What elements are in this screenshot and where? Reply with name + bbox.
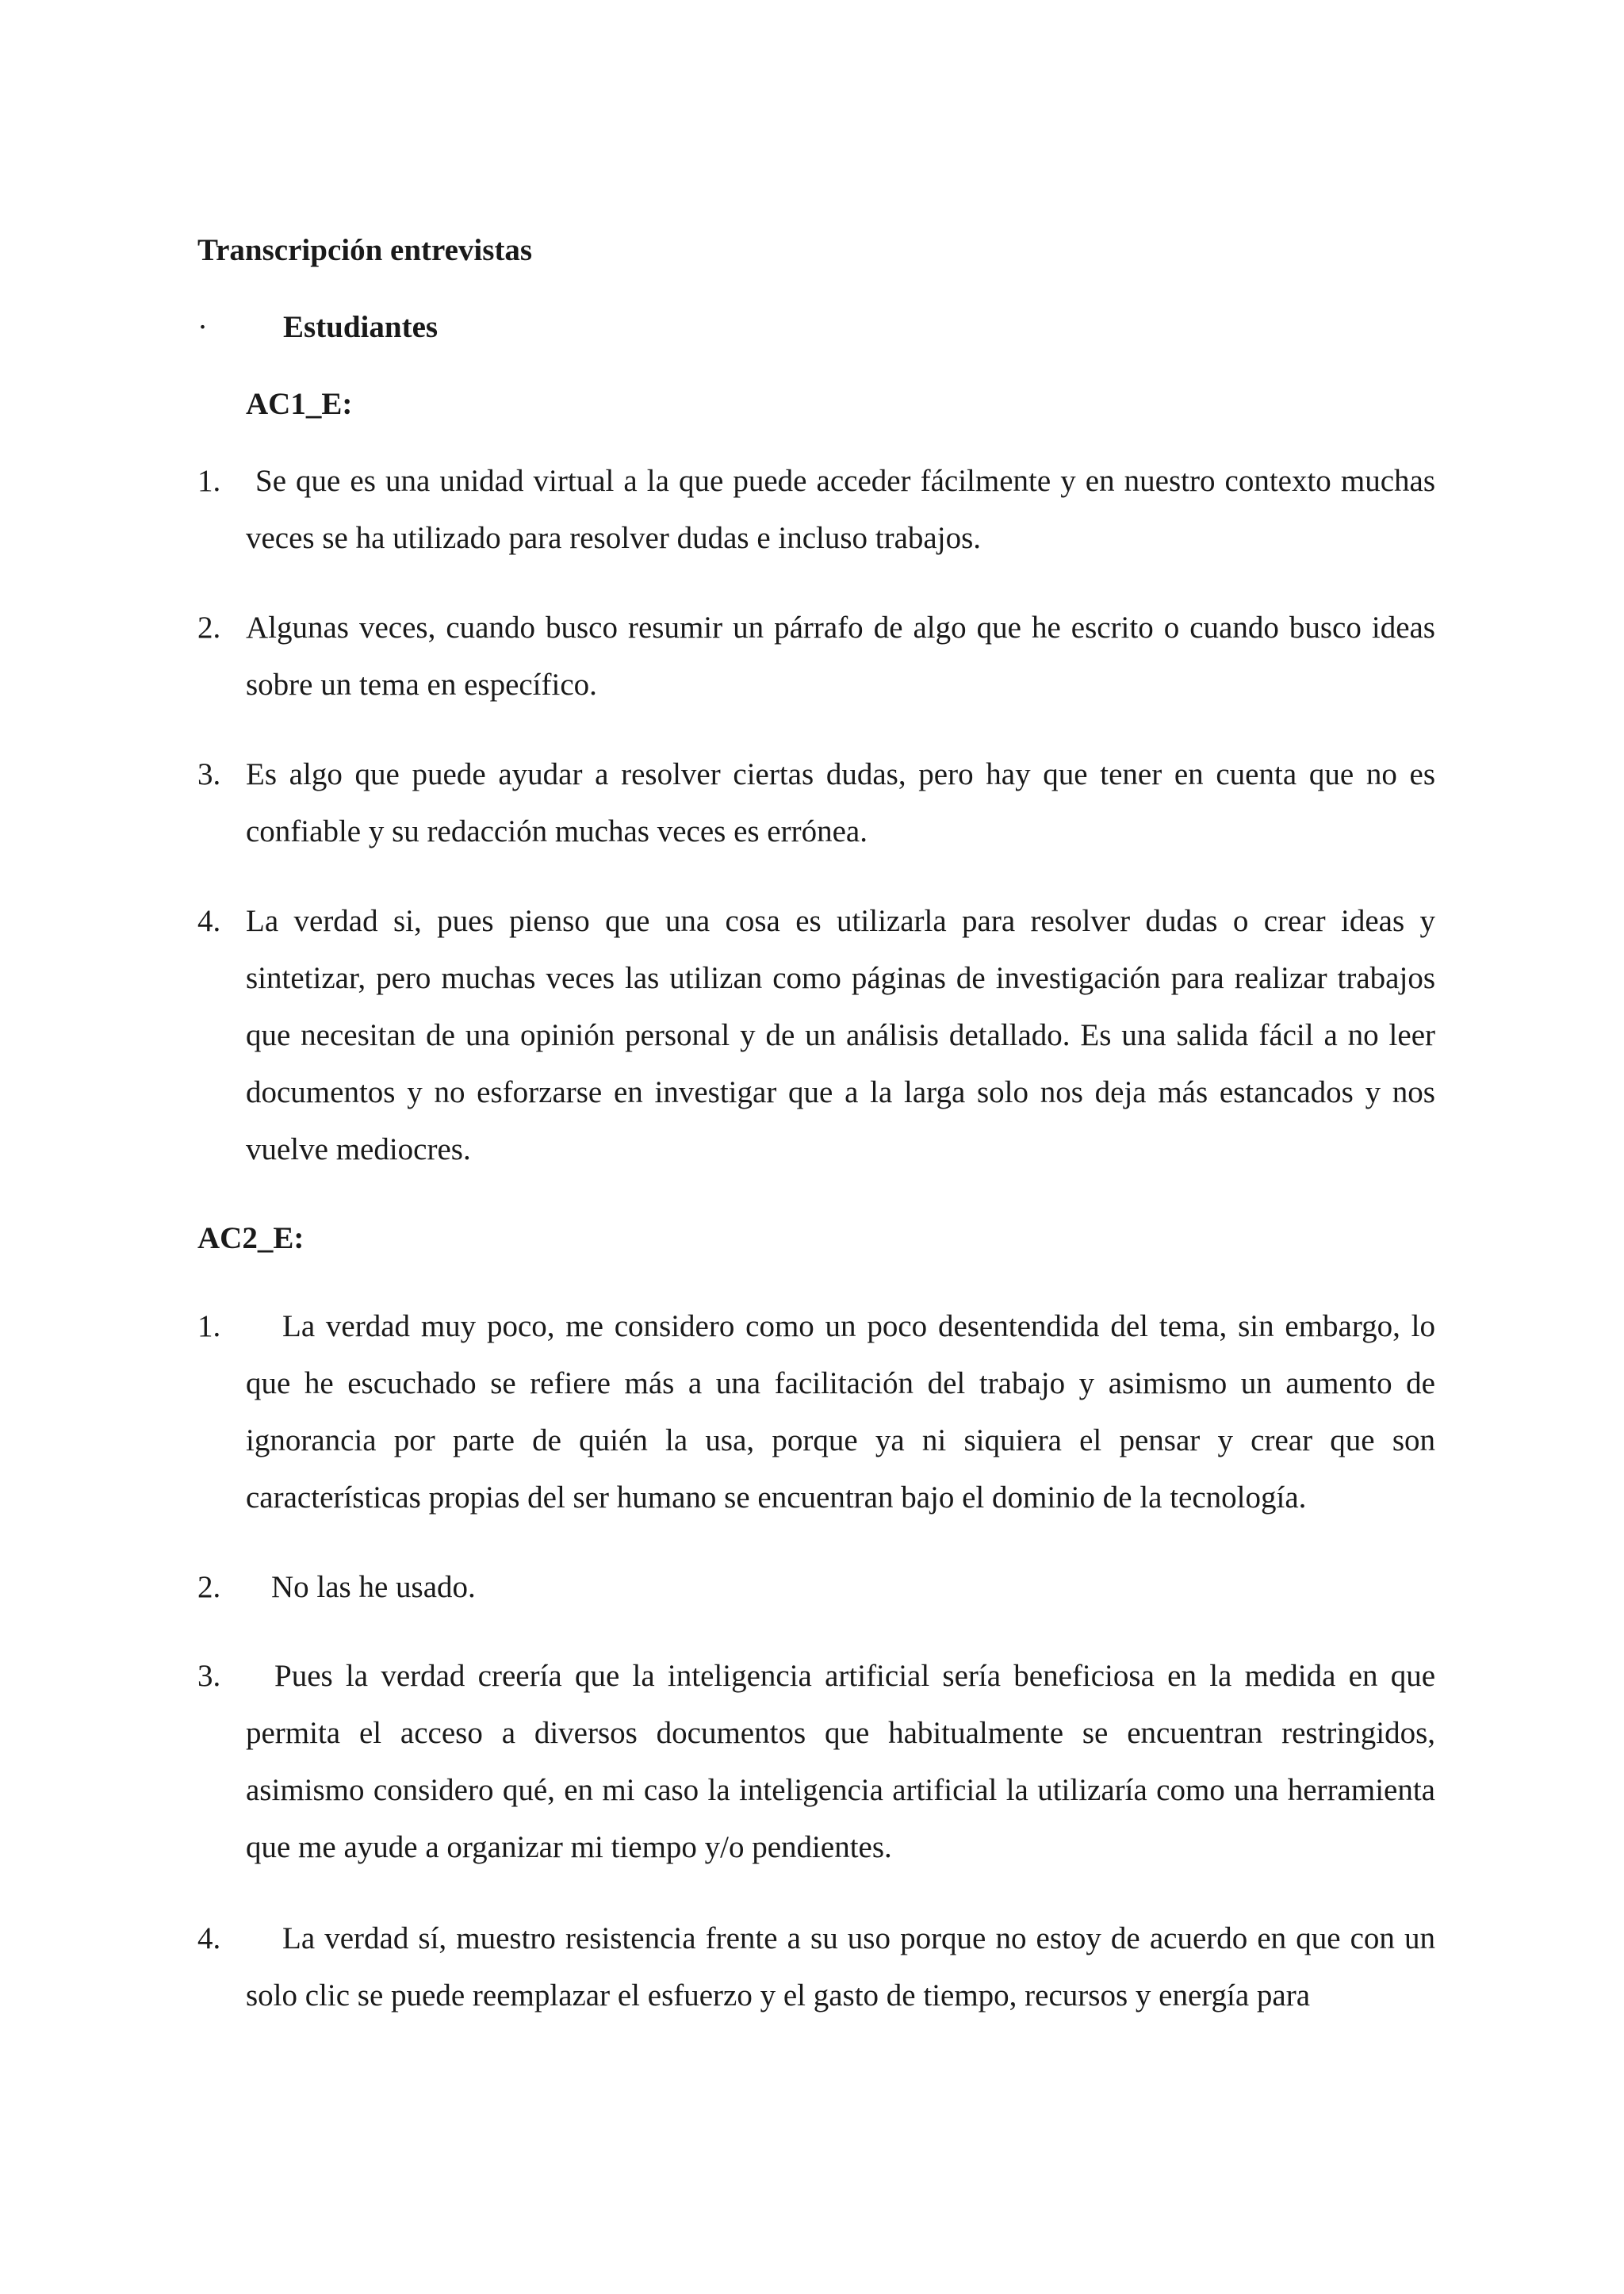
document-title: Transcripción entrevistas <box>197 233 533 267</box>
answer-number: 3. <box>197 757 221 791</box>
answer-number: 2. <box>197 611 221 645</box>
section-heading: Estudiantes <box>283 310 439 344</box>
answer-number: 1. <box>197 464 221 498</box>
group-label-ac2: AC2_E: <box>197 1221 304 1255</box>
answer-text: La verdad sí, muestro resistencia frente a su uso porque no estoy de acuerdo en que con un solo clic se puede reemplazar el esfuerzo y el gasto de tiempo, recursos y energía para <box>246 1921 1435 2013</box>
answer-text: La verdad si, pues pienso que una cosa es utilizarla para resolver dudas o crear ideas y sintetizar, pero muchas veces las utilizan como páginas de investigación para realizar trabajos que necesitan de una opinión personal y de un análisis detallado. Es una salida fácil a no leer documentos y no esforzarse en investigar que a la larga solo nos deja más estancados y nos vuelve mediocres. <box>246 904 1435 1166</box>
answer-text: La verdad muy poco, me considero como un poco desentendida del tema, sin embargo, lo que he escuchado se refiere más a una facilitación del trabajo y asimismo un aumento de ignorancia por parte de quién la usa, porque ya ni siquiera el pensar y crear que son características propias del ser humano se encuentran bajo el dominio de la tecnología. <box>246 1309 1435 1515</box>
answer-number: 4. <box>197 904 221 938</box>
answer-text: Es algo que puede ayudar a resolver ciertas dudas, pero hay que tener en cuenta que no es confiable y su redacción muchas veces es errónea. <box>246 757 1435 848</box>
group-label-ac1: AC1_E: <box>246 387 353 421</box>
answer-text: Se que es una unidad virtual a la que puede acceder fácilmente y en nuestro contexto muchas veces se ha utilizado para resolver dudas e incluso trabajos. <box>246 464 1435 555</box>
answer-number: 1. <box>197 1309 221 1343</box>
answer-text: No las he usado. <box>271 1570 476 1604</box>
answer-number: 3. <box>197 1659 221 1693</box>
answer-number: 2. <box>197 1570 221 1604</box>
answer-text: Algunas veces, cuando busco resumir un párrafo de algo que he escrito o cuando busco ideas sobre un tema en específico. <box>246 611 1435 702</box>
answer-text: Pues la verdad creería que la inteligencia artificial sería beneficiosa en la medida en que permita el acceso a diversos documentos que habitualmente se encuentran restringidos, asimismo considero qué, en mi caso la inteligencia artificial la utilizaría como una herramienta que me ayude a organizar mi tiempo y/o pendientes. <box>246 1659 1435 1864</box>
section-bullet: · <box>197 310 208 344</box>
answer-number: 4. <box>197 1921 221 1955</box>
